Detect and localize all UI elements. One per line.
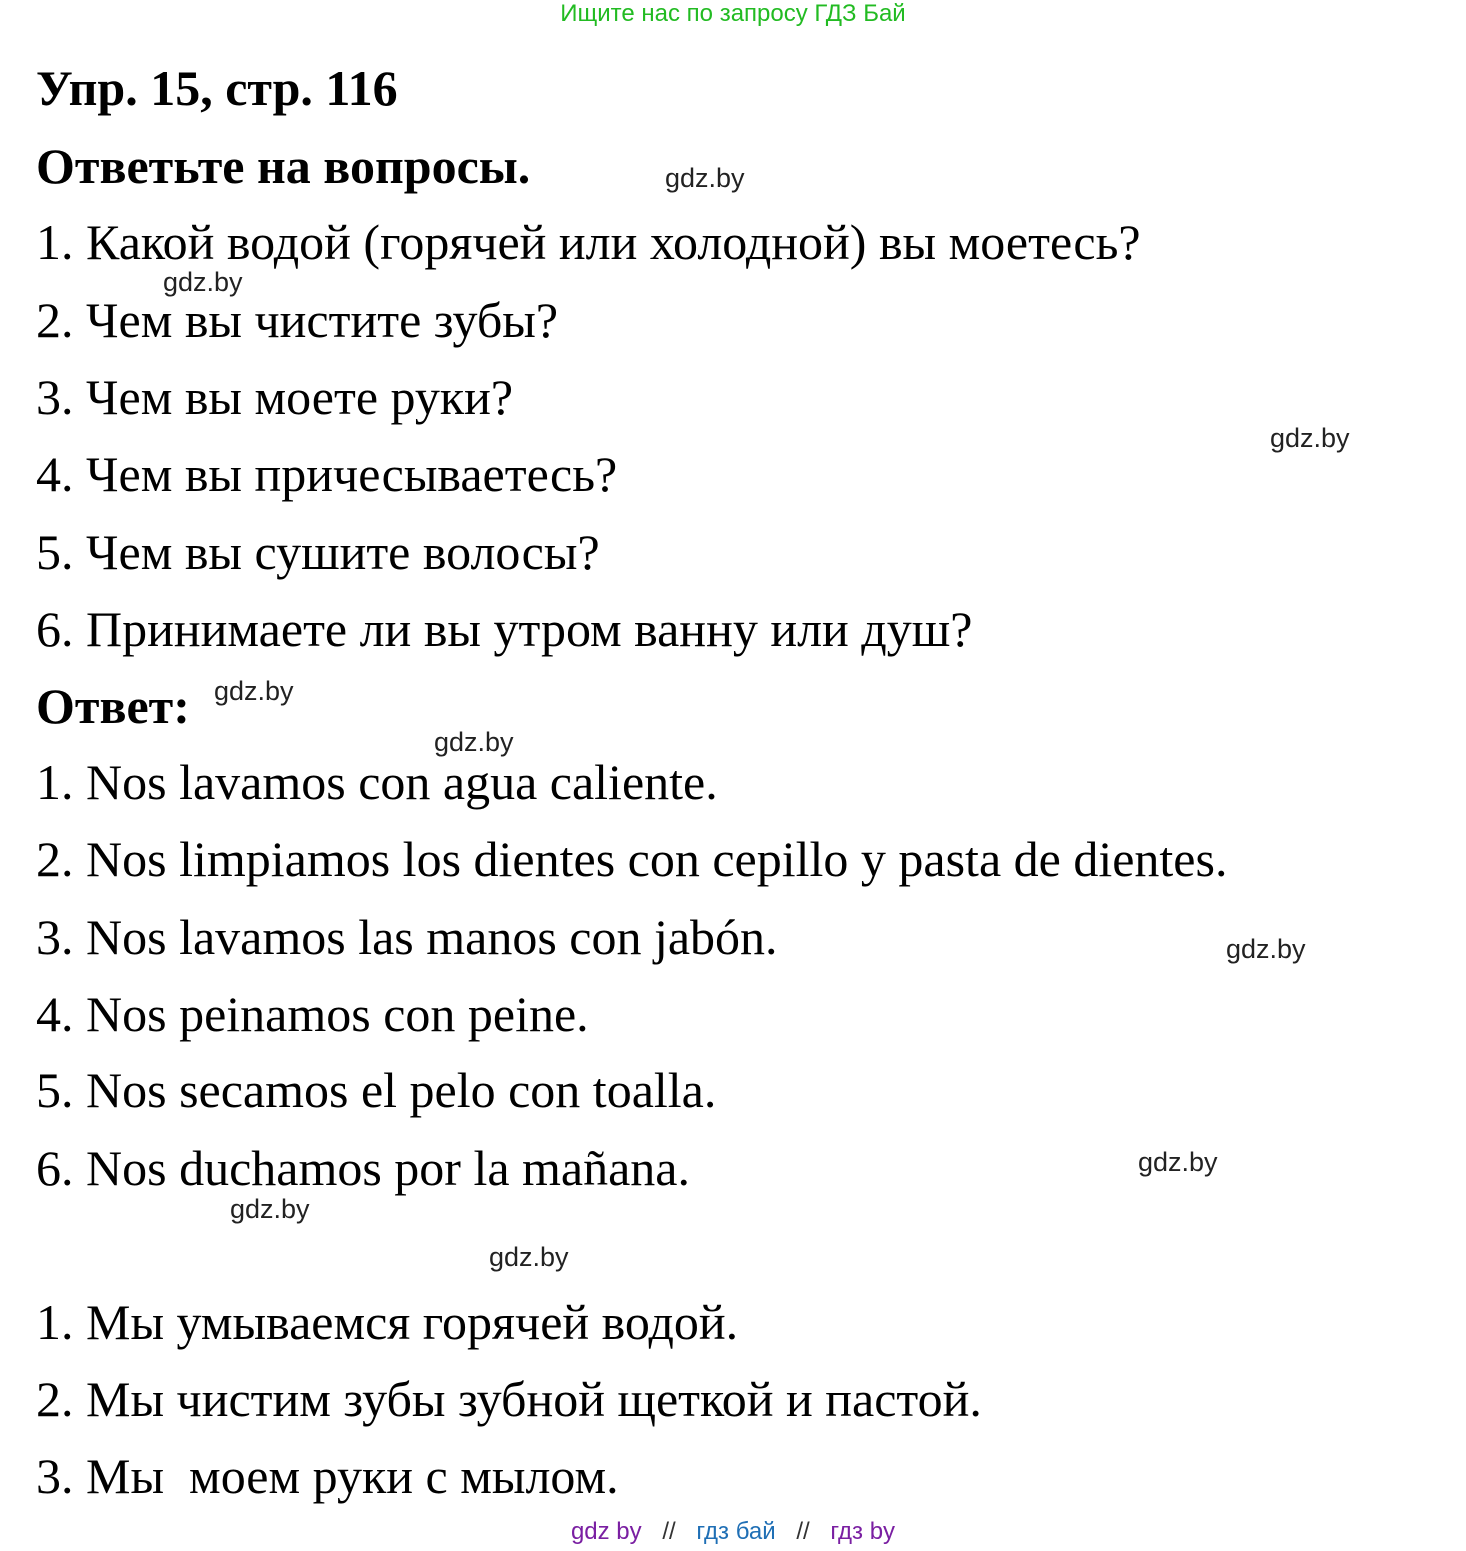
watermark: gdz.by <box>1270 423 1350 453</box>
answer-es-6: 6. Nos duchamos por la mañana. <box>36 1140 691 1196</box>
watermark: gdz.by <box>214 676 294 706</box>
footer-link-gdz-by[interactable]: gdz by <box>570 1518 642 1545</box>
footer-separator: // <box>796 1518 810 1545</box>
answer-ru-3: 3. Мы моем руки с мылом. <box>36 1448 619 1504</box>
answer-label: Ответ: <box>36 678 190 734</box>
answer-ru-1: 1. Мы умываемся горячей водой. <box>36 1294 739 1350</box>
top-banner: Ищите нас по запросу ГДЗ Бай <box>560 0 906 27</box>
exercise-title: Упр. 15, стр. 116 <box>36 60 398 116</box>
answer-es-5: 5. Nos secamos el pelo con toalla. <box>36 1062 717 1118</box>
question-4: 4. Чем вы причесываетесь? <box>36 446 618 502</box>
answer-es-2: 2. Nos limpiamos los dientes con cepillo y pasta de dientes. <box>36 831 1228 887</box>
answer-es-3: 3. Nos lavamos las manos con jabón. <box>36 909 778 965</box>
answer-ru-2: 2. Мы чистим зубы зубной щеткой и пастой. <box>36 1371 982 1427</box>
watermark: gdz.by <box>489 1242 569 1272</box>
question-2: 2. Чем вы чистите зубы? <box>36 292 559 348</box>
watermark: gdz.by <box>1138 1147 1218 1177</box>
footer-link-gdz-bai[interactable]: гдз бай <box>696 1518 776 1545</box>
footer-separator: // <box>662 1518 676 1545</box>
task-subtitle: Ответьте на вопросы. <box>36 138 531 194</box>
watermark: gdz.by <box>665 163 745 193</box>
watermark: gdz.by <box>1226 934 1306 964</box>
watermark: gdz.by <box>230 1194 310 1224</box>
answer-es-4: 4. Nos peinamos con peine. <box>36 986 589 1042</box>
question-3: 3. Чем вы моете руки? <box>36 369 514 425</box>
watermark: gdz.by <box>434 727 514 757</box>
footer <box>0 1518 1466 1546</box>
watermark: gdz.by <box>163 267 243 297</box>
question-5: 5. Чем вы сушите волосы? <box>36 524 600 580</box>
question-1: 1. Какой водой (горячей или холодной) вы моетесь? <box>36 214 1141 270</box>
question-6: 6. Принимаете ли вы утром ванну или душ? <box>36 601 973 657</box>
answer-es-1: 1. Nos lavamos con agua caliente. <box>36 754 718 810</box>
footer-link-gdz-by-ru[interactable]: гдз by <box>830 1518 896 1545</box>
